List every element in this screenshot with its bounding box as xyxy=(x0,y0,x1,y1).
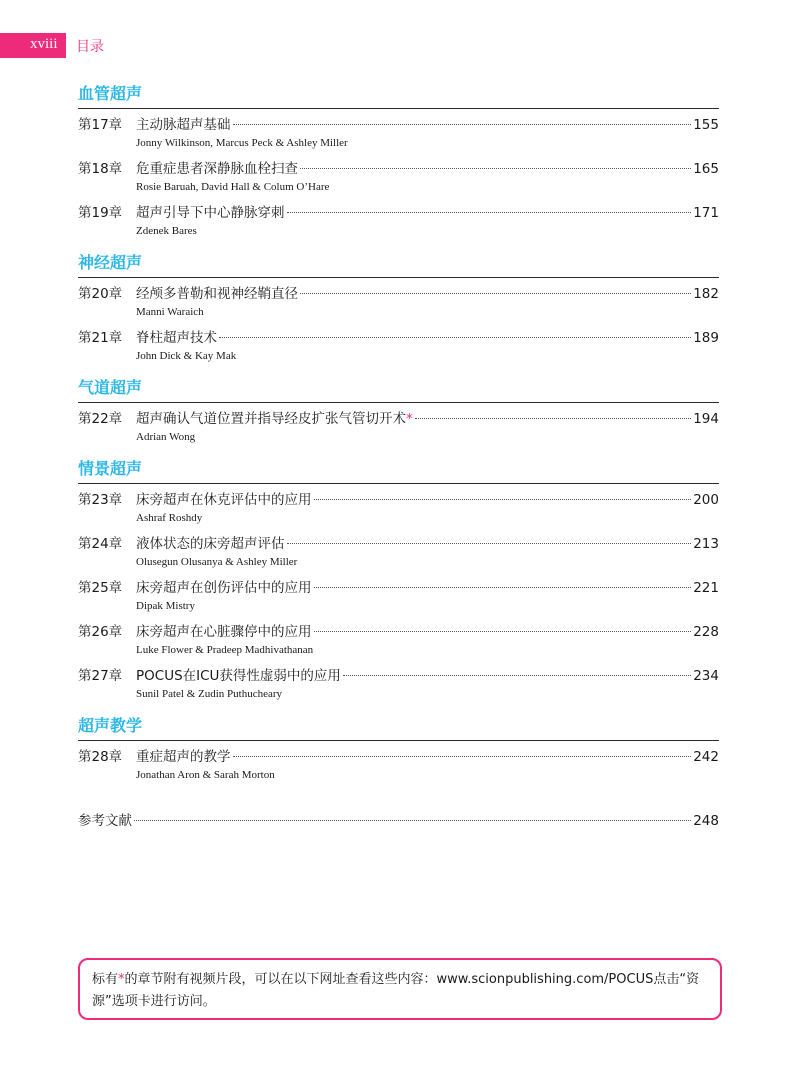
chapter-title[interactable] xyxy=(136,488,312,508)
chapter-title-text: 液体状态的床旁超声评估 xyxy=(136,536,285,552)
toc-entry-line xyxy=(78,532,719,554)
page-number: xviii xyxy=(30,36,58,52)
table-of-contents xyxy=(78,80,719,831)
chapter-number: 第20章 xyxy=(78,286,123,302)
chapter-number: 第25章 xyxy=(78,580,123,596)
toc-entry[interactable] xyxy=(78,157,719,199)
references-page-number: 248 xyxy=(693,813,719,829)
chapter-title-text: 床旁超声在心脏骤停中的应用 xyxy=(136,624,312,640)
dot-leader xyxy=(314,631,692,632)
toc-entry-line xyxy=(78,157,719,179)
dot-leader xyxy=(314,499,692,500)
chapter-number: 第26章 xyxy=(78,624,123,640)
toc-entry[interactable] xyxy=(78,488,719,530)
toc-entry-line xyxy=(78,282,719,304)
toc-entry[interactable] xyxy=(78,745,719,787)
chapter-number: 第21章 xyxy=(78,330,123,346)
dot-leader xyxy=(134,820,691,821)
references-title: 参考文献 xyxy=(78,813,132,829)
toc-entry[interactable] xyxy=(78,532,719,574)
chapter-page-number: 194 xyxy=(693,411,719,427)
chapter-title[interactable] xyxy=(136,745,231,765)
chapter-title[interactable] xyxy=(136,664,341,684)
toc-entry-line xyxy=(78,664,719,686)
chapter-title[interactable] xyxy=(136,201,285,221)
toc-entry-line xyxy=(78,201,719,223)
toc-entry-line xyxy=(78,326,719,348)
chapter-number: 第24章 xyxy=(78,536,123,552)
chapter-number: 第28章 xyxy=(78,749,123,765)
chapter-authors: John Dick & Kay Mak xyxy=(136,350,237,362)
toc-entry[interactable] xyxy=(78,407,719,449)
chapter-authors: Jonathan Aron & Sarah Morton xyxy=(136,769,275,781)
chapter-number: 第22章 xyxy=(78,411,123,427)
dot-leader xyxy=(233,124,692,125)
chapter-title[interactable] xyxy=(136,407,413,427)
note-prefix: 标有 xyxy=(92,972,119,987)
references-entry[interactable] xyxy=(78,809,719,831)
chapter-page-number: 234 xyxy=(693,668,719,684)
dot-leader xyxy=(300,293,691,294)
toc-entry-line xyxy=(78,745,719,767)
chapter-title-text: 危重症患者深静脉血栓扫查 xyxy=(136,161,298,177)
section-title: 气道超声 xyxy=(78,378,143,397)
chapter-page-number: 171 xyxy=(693,205,719,221)
chapter-number: 第17章 xyxy=(78,117,123,133)
section-rule xyxy=(78,740,719,741)
chapter-title-text: 重症超声的教学 xyxy=(136,749,231,765)
chapter-authors: Olusegun Olusanya & Ashley Miller xyxy=(136,556,298,568)
chapter-title[interactable] xyxy=(136,157,298,177)
chapter-title-text: 床旁超声在创伤评估中的应用 xyxy=(136,580,312,596)
dot-leader xyxy=(314,587,692,588)
section-title: 血管超声 xyxy=(78,84,143,103)
chapter-authors: Rosie Baruah, David Hall & Colum O’Hare xyxy=(136,181,330,193)
chapter-number: 第18章 xyxy=(78,161,123,177)
dot-leader xyxy=(287,212,692,213)
section-rule xyxy=(78,108,719,109)
note-star: * xyxy=(118,972,125,987)
section-title: 神经超声 xyxy=(78,253,143,272)
dot-leader xyxy=(415,418,691,419)
toc-entry-line xyxy=(78,407,719,429)
chapter-page-number: 165 xyxy=(693,161,719,177)
chapter-page-number: 155 xyxy=(693,117,719,133)
dot-leader xyxy=(219,337,691,338)
chapter-title[interactable] xyxy=(136,532,285,552)
chapter-number: 第27章 xyxy=(78,668,123,684)
video-note-box xyxy=(78,958,722,1020)
chapter-authors: Luke Flower & Pradeep Madhivathanan xyxy=(136,644,314,656)
chapter-authors: Jonny Wilkinson, Marcus Peck & Ashley Miller xyxy=(136,137,348,149)
dot-leader xyxy=(287,543,692,544)
section-title: 情景超声 xyxy=(78,459,143,478)
chapter-title-text: 超声确认气道位置并指导经皮扩张气管切开术 xyxy=(136,411,406,427)
chapter-authors: Manni Waraich xyxy=(136,306,204,318)
toc-entry[interactable] xyxy=(78,620,719,662)
chapter-title-text: 主动脉超声基础 xyxy=(136,117,231,133)
video-star-mark: * xyxy=(406,411,413,427)
chapter-page-number: 182 xyxy=(693,286,719,302)
chapter-title-text: 经颅多普勒和视神经鞘直径 xyxy=(136,286,298,302)
note-text: 的章节附有视频片段，可以在以下网址查看这些内容：www.scionpublishing.com/POCUS点击“资源”选项卡进行访问。 xyxy=(92,972,700,1009)
section-rule xyxy=(78,277,719,278)
chapter-number: 第19章 xyxy=(78,205,123,221)
toc-entry[interactable] xyxy=(78,113,719,155)
chapter-authors: Zdenek Bares xyxy=(136,225,197,237)
chapter-title[interactable] xyxy=(136,282,298,302)
toc-entry[interactable] xyxy=(78,282,719,324)
dot-leader xyxy=(343,675,691,676)
chapter-page-number: 200 xyxy=(693,492,719,508)
chapter-page-number: 228 xyxy=(693,624,719,640)
chapter-title-text: 超声引导下中心静脉穿刺 xyxy=(136,205,285,221)
section-rule xyxy=(78,483,719,484)
section-title: 超声教学 xyxy=(78,716,143,735)
chapter-title-text: 脊柱超声技术 xyxy=(136,330,217,346)
chapter-number: 第23章 xyxy=(78,492,123,508)
section-rule xyxy=(78,402,719,403)
chapter-title[interactable] xyxy=(136,113,231,133)
dot-leader xyxy=(300,168,691,169)
toc-entry[interactable] xyxy=(78,201,719,243)
toc-entry-line xyxy=(78,576,719,598)
chapter-title[interactable] xyxy=(136,576,312,596)
chapter-page-number: 189 xyxy=(693,330,719,346)
toc-entry-line xyxy=(78,488,719,510)
toc-entry[interactable] xyxy=(78,576,719,618)
dot-leader xyxy=(233,756,692,757)
toc-entry[interactable] xyxy=(78,326,719,368)
chapter-page-number: 242 xyxy=(693,749,719,765)
chapter-authors: Sunil Patel & Zudin Puthucheary xyxy=(136,688,283,700)
toc-entry-line xyxy=(78,113,719,135)
chapter-authors: Ashraf Roshdy xyxy=(136,512,203,524)
chapter-title-text: 床旁超声在休克评估中的应用 xyxy=(136,492,312,508)
chapter-title-text: POCUS在ICU获得性虚弱中的应用 xyxy=(136,668,341,684)
toc-entry-line xyxy=(78,620,719,642)
chapter-title[interactable] xyxy=(136,326,217,346)
toc-entry[interactable] xyxy=(78,664,719,706)
chapter-page-number: 221 xyxy=(693,580,719,596)
chapter-page-number: 213 xyxy=(693,536,719,552)
chapter-authors: Adrian Wong xyxy=(136,431,196,443)
chapter-authors: Dipak Mistry xyxy=(136,600,195,612)
page-title: 目录 xyxy=(76,39,104,55)
chapter-title[interactable] xyxy=(136,620,312,640)
